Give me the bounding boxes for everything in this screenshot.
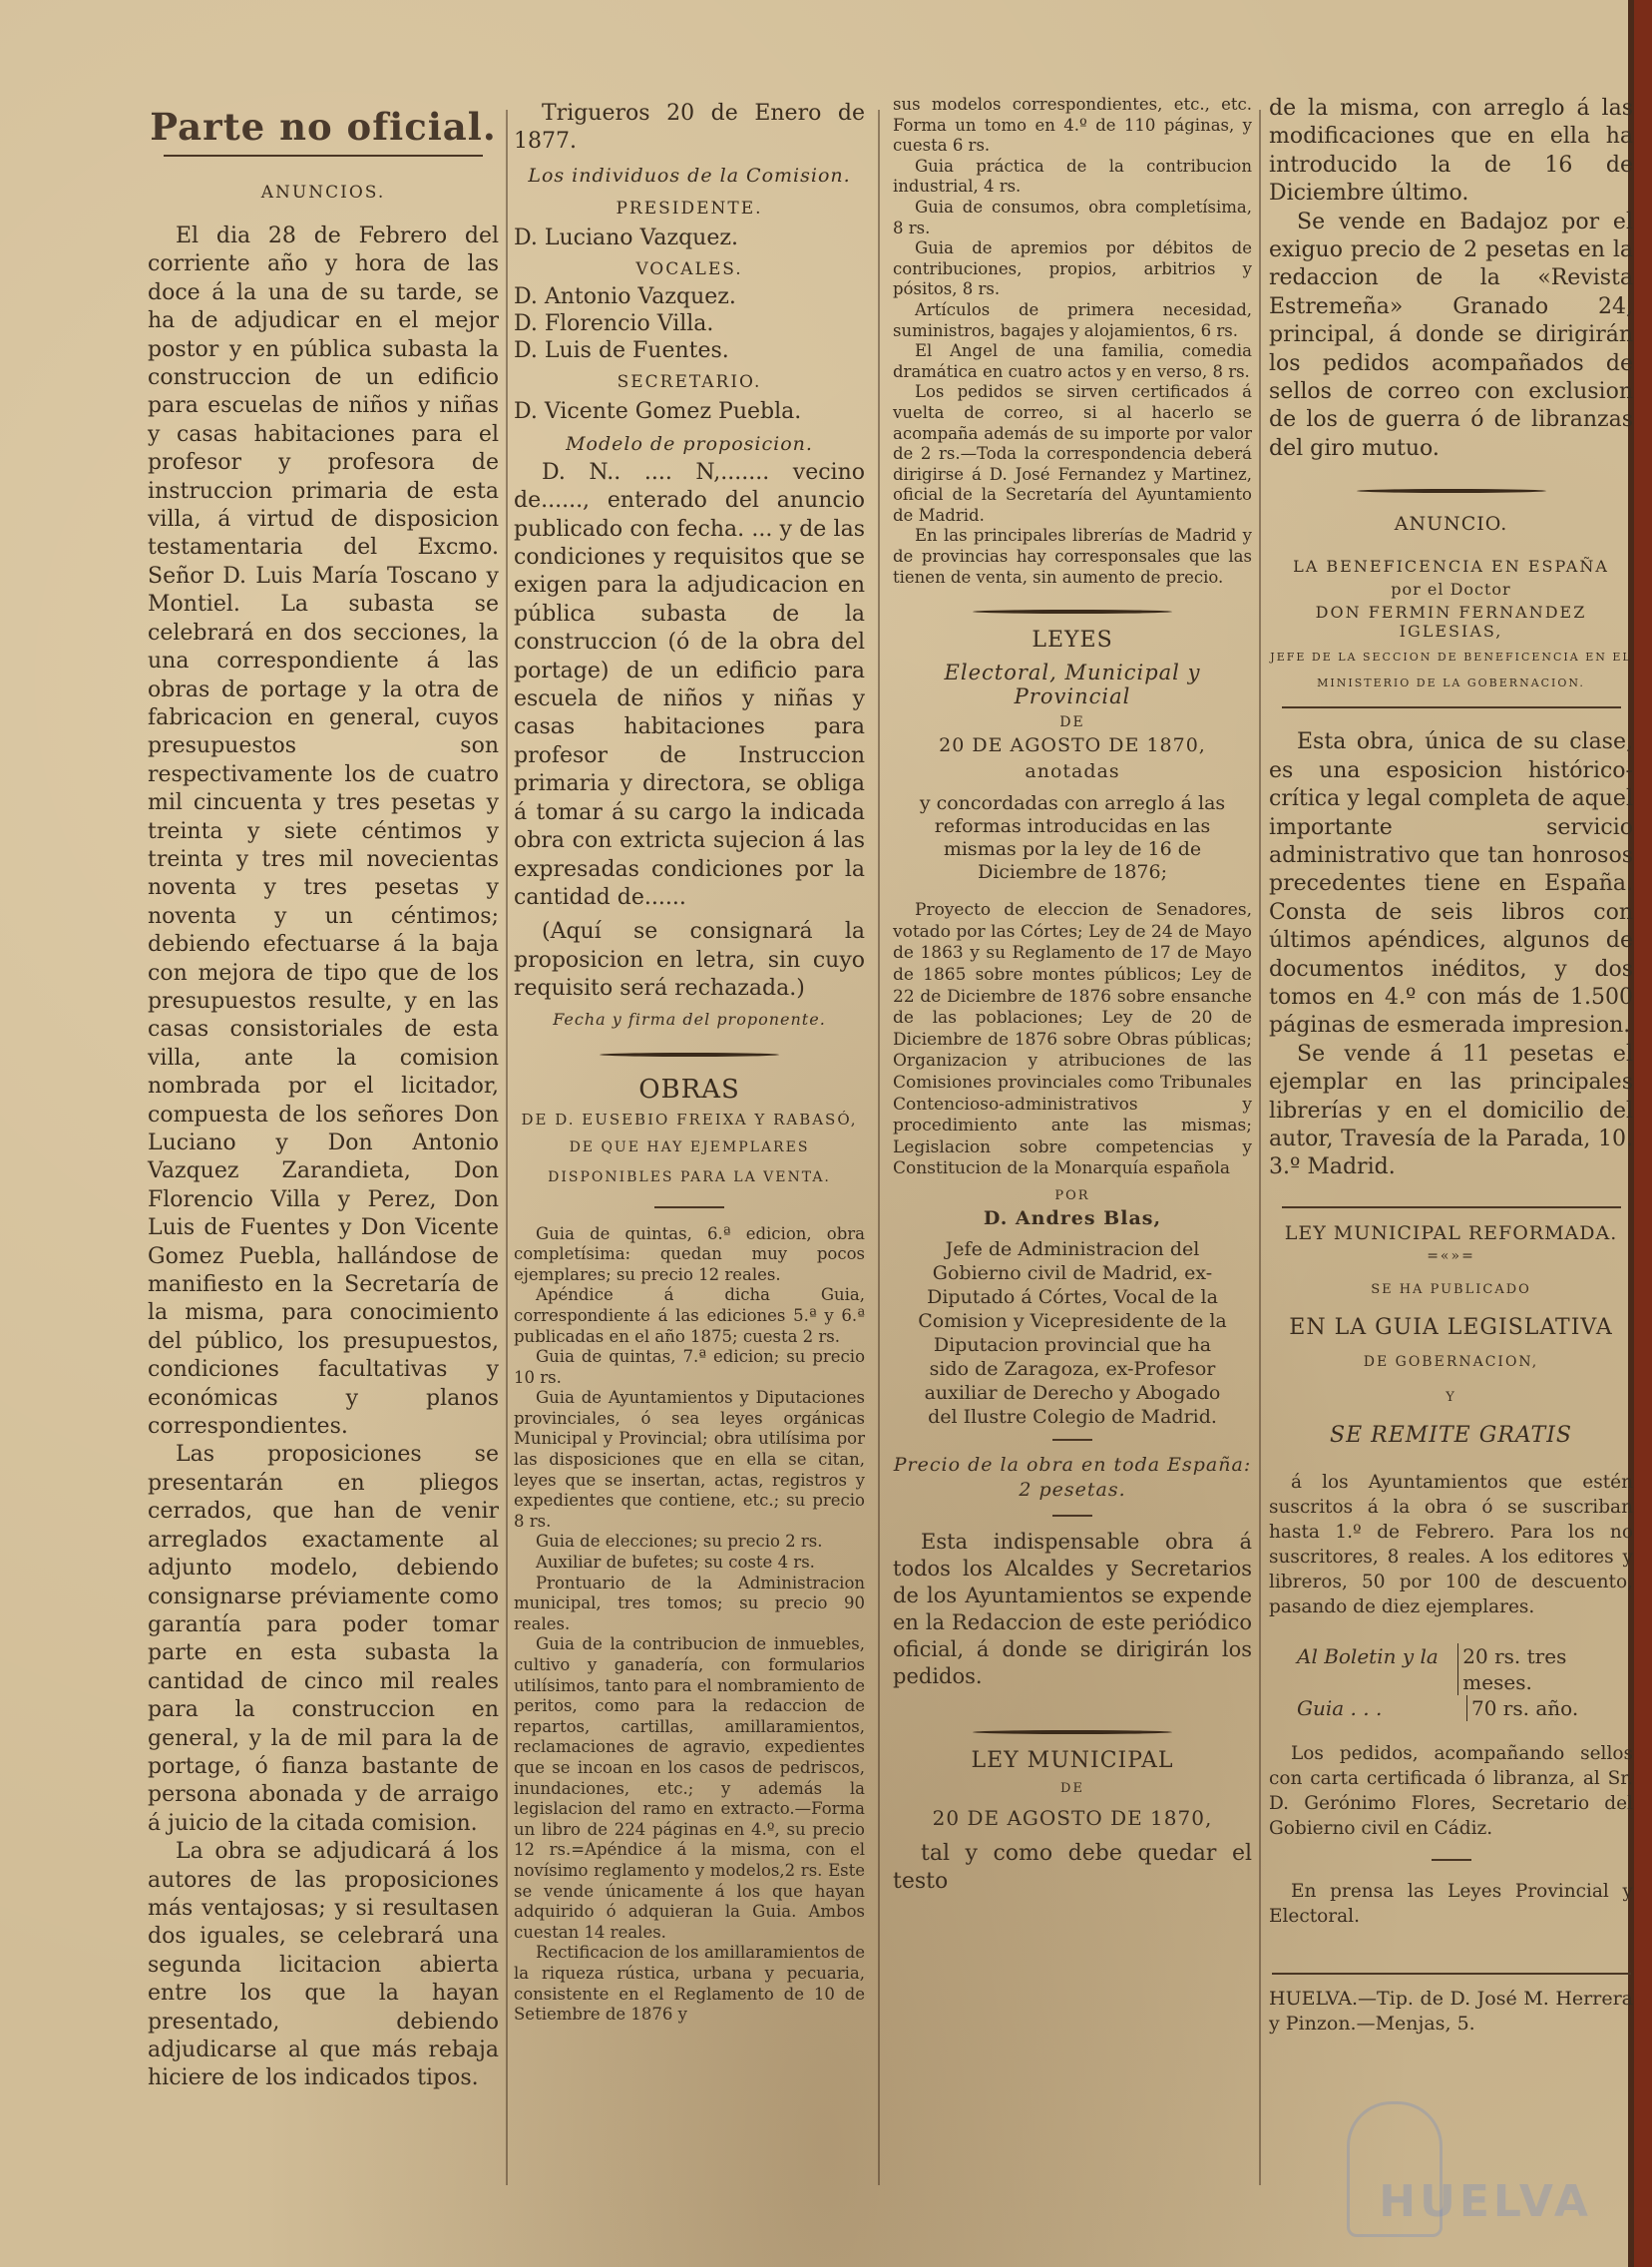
en-guia: EN LA GUIA LEGISLATIVA xyxy=(1289,1314,1613,1340)
obra-item: Guia práctica de la contribucion industrial, 4 rs. xyxy=(893,156,1252,197)
column-rule xyxy=(878,110,880,2185)
obras-subtitle: DE QUE HAY EJEMPLARES DISPONIBLES PARA LA VENTA. xyxy=(548,1138,831,1185)
beneficencia-cargo: JEFE DE LA SECCION DE BENEFICENCIA EN EL MINISTERIO DE LA GOBERNACION. xyxy=(1270,651,1632,690)
obra-item: El Angel de una familia, comedia dramática en cuatro actos y en verso, 8 rs. xyxy=(893,341,1252,381)
obras-title: OBRAS xyxy=(638,1074,740,1105)
anuncio-paragraph: Las proposiciones se presentarán en pliegos cerrados, que han de venir arreglados exactamente al adjunto modelo, debiendo consignarse préviamente como garantía para poder tomar parte en esta subasta la cantidad de cinco mil reales para la construccion en general, y la de mil para la de portage, ó fianza bastante de persona abonada y de arraigo á juicio de la citada comision. xyxy=(148,1442,499,1836)
obra-item: Apéndice á dicha Guia, correspondiente á las ediciones 5.ª y 6.ª publicadas en el año 1875; cuesta 2 rs. xyxy=(514,1285,865,1346)
vocales-label: VOCALES. xyxy=(635,258,743,279)
obra-item: Guia de quintas, 7.ª edicion; su precio 10 rs. xyxy=(514,1347,865,1387)
fecha-firma: Fecha y firma del proponente. xyxy=(553,1009,826,1029)
beneficencia-sale: Se vende á 11 pesetas el ejemplar en las principales librerías y en el domicilio del autor, Travesía de la Parada, 10. 3.º Madrid. xyxy=(1269,1041,1633,1180)
obra-item: Auxiliar de bufetes; su coste 4 rs. xyxy=(536,1553,815,1573)
badajoz-text: Se vende en Badajoz por el exiguo precio de 2 pesetas en la redaccion de la «Revista Estremeña» Granado 24, principal, á donde se dirigirán los pedidos acompañados de sellos de correo con exclusion de los de guerra ó de libranzas del giro mutuo. xyxy=(1269,209,1633,461)
presidente-label: PRESIDENTE. xyxy=(616,198,763,219)
ayuntamientos-text: á los Ayuntamientos que estén suscritos á la obra ó se suscriban hasta 1.º de Febrero. Para los no suscritores, 8 reales. A los editores y libreros, 50 por 100 de descuento, pasando de diez ejemplares. xyxy=(1269,1471,1633,1617)
anuncio-paragraph: La obra se adjudicará á los autores de las proposiciones más ventajosas; y si resultasen dos iguales, se celebrará una segunda licitacion abierta entre los que la hayan presentado, debiendo adjudicarse al que más rebaja hiciere de los indicados tipos. xyxy=(148,1839,499,2091)
obra-item: En las principales librerías de Madrid y de provincias hay corresponsales que las tienen de venta, sin aumento de precio. xyxy=(893,526,1252,587)
pedidos-text: Los pedidos, acompañando sellos con carta certificada ó libranza, al Sr. D. Gerónimo Flores, Secretario del Gobierno civil en Cádiz. xyxy=(1269,1742,1633,1839)
obra-item: Rectificacion de los amillaramientos de la riqueza rústica, urbana y pecuaria, consistente en el Reglamento de 10 de Setiembre de 1876 y xyxy=(514,1943,865,2025)
ornament-rule xyxy=(973,610,1172,614)
author-description: Jefe de Administracion del Gobierno civil de Madrid, ex-Diputado á Córtes, Vocal de la Comision y Vicepresidente de la Diputacion provincial que ha sido de Zaragoza, ex-Profesor auxiliar de Derecho y Abogado del Ilustre Colegio de Madrid. xyxy=(918,1237,1227,1428)
vocal-name: D. Luis de Fuentes. xyxy=(514,337,729,363)
remite-gratis: SE REMITE GRATIS xyxy=(1330,1422,1572,1448)
obra-item: Guia de elecciones; su precio 2 rs. xyxy=(536,1532,823,1552)
obra-item: Prontuario de la Administracion municipal, tres tomos; su precio 90 reales. xyxy=(514,1573,865,1633)
divider xyxy=(1052,1515,1092,1517)
obra-item: sus modelos correspondientes, etc., etc. Forma un tomo en 4.º de 110 páginas, y cuesta 6 rs. xyxy=(893,95,1252,156)
leyes-concordadas: y concordadas con arreglo á las reformas introducidas en las mismas por la ley de 16 de Diciembre de 1876; xyxy=(919,792,1226,884)
secretario-name: D. Vicente Gomez Puebla. xyxy=(514,398,802,424)
beneficencia-title: LA BENEFICENCIA EN ESPAÑA xyxy=(1293,557,1609,577)
obra-item: Guia de la contribucion de inmuebles, cultivo y ganadería, con formularios utilísimos, tanto para el nombramiento de peritos, como para la redaccion de repartos, cartillas, amillaramientos, reclamaciones de agravio, expedientes que se incoan en los casos de pedriscos, inundaciones, etc.; y además la legislacion del ramo en extracto.—Forma un libro de 224 páginas en 4.º, su precio 12 rs.=Apéndice á la misma, con el novísimo reglamento y modelos,2 rs. Este se vende únicamente á los que hayan adquirido ó adquieran la Guia. Ambos cuestan 14 reales. xyxy=(514,1634,865,1942)
price-value: 20 rs. tres meses. xyxy=(1457,1643,1633,1695)
obra-item: Guia de Ayuntamientos y Diputaciones provinciales, ó sea leyes orgánicas Municipal y Provincial; obra utilísima por las disposiciones que en ella se citan, leyes que se insertan, actas, registros y expedientes que contiene, etc.; su precio 8 rs. xyxy=(514,1388,865,1531)
watermark: HUELVA xyxy=(1379,2176,1592,2227)
section-title: Parte no oficial. xyxy=(150,105,497,149)
por-label: POR xyxy=(1054,1187,1090,1203)
obra-item: Los pedidos se sirven certificados á vuelta de correo, si al hacerlo se acompaña además de su importe por valor de 2 rs.—Toda la correspondencia deberá dirigirse á D. José Fernandez y Martinez, oficial de la Secretaría del Ayuntamiento de Madrid. xyxy=(893,382,1252,525)
divider xyxy=(1282,706,1621,708)
obra-item: Guia de apremios por débitos de contribuciones, propios, arbitrios y pósitos, 8 rs. xyxy=(893,238,1252,299)
price-label: Al Boletin y la xyxy=(1297,1643,1439,1668)
de-gobernacion: DE GOBERNACION, xyxy=(1363,1353,1539,1370)
column-1 xyxy=(148,105,499,2093)
divider xyxy=(1272,1973,1631,1975)
modelo-text: D. N.. .... N,....... vecino de......, enterado del anuncio publicado con fecha. ... y de las condiciones y requisitos que se exigen para la adjudicacion en pública subasta de la construccion (ó de la obra del portage) de un edificio para escuela de niños y niñas y casas habitaciones para profesor de Instruccion primaria y directora, se obliga á tomar á su cargo la indicada obra con extricta sujecion á las expresadas condiciones por la cantidad de...... xyxy=(514,459,865,910)
indispensable-text: Esta indispensable obra á todos los Alcaldes y Secretarios de los Ayuntamientos se expende en la Redaccion de este periódico oficial, á donde se dirigirán los pedidos. xyxy=(893,1529,1252,1688)
divider xyxy=(654,1206,724,1208)
leyes-de: DE xyxy=(1059,714,1085,731)
ornament-rule xyxy=(1357,489,1546,493)
anuncio-paragraph: El dia 28 de Febrero del corriente año y hora de las doce á la una de su tarde, se ha de adjudicar en el mejor postor y en pública subasta la construccion de un edificio para escuelas de niños y niñas y casas habitaciones para el profesor y profesora de instruccion primaria de esta villa, á virtud de disposicion testamentaria del Excmo. Señor D. Luis María Toscano y Montiel. La subasta se celebrará en dos secciones, la una correspondiente á las obras de portage y la otra de fabricacion en general, cuyos presupuestos son respectivamente los de cuatro mil cincuenta y tres pesetas y treinta y siete céntimos y treinta y tres mil novecientas noventa y tres pesetas y noventa y un céntimos; debiendo efectuarse á la baja con mejora de tipo que de los presupuestos resulte, y en las casas consistoriales de esta villa, ante la comision nombrada por el licitador, compuesta de los señores Don Luciano y Don Antonio Vazquez Zarandieta, Don Florencio Villa y Perez, Don Luis de Fuentes y Don Vicente Gomez Puebla, hallándose de manifiesto en la Secretaría de la misma, para conocimiento del público, los presupuestos, condiciones facultativas y económicas y planos correspondientes. xyxy=(148,224,499,1440)
ley-date: 20 DE AGOSTO DE 1870, xyxy=(932,1805,1213,1830)
price-value: 70 rs. año. xyxy=(1466,1695,1578,1721)
obra-item: Guia de quintas, 6.ª edicion, obra completísima: quedan muy pocos ejemplares; su precio 12 reales. xyxy=(514,1223,865,1284)
vocal-name: D. Florencio Villa. xyxy=(514,310,714,336)
conjunction: Y xyxy=(1446,1389,1456,1405)
page-edge-binding xyxy=(1634,0,1652,2267)
obras-author: DE D. EUSEBIO FREIXA Y RABASÓ, xyxy=(521,1110,858,1129)
anuncio-heading: ANUNCIO. xyxy=(1394,513,1508,536)
ley-municipal-title: LEY MUNICIPAL xyxy=(971,1747,1174,1773)
prensa-text: En prensa las Leyes Provincial y Electoral. xyxy=(1269,1880,1633,1927)
imprint: HUELVA.—Tip. de D. José M. Herrera y Pinzon.—Menjas, 5. xyxy=(1269,1987,1633,2035)
beneficencia-text: Esta obra, única de su clase, es una esposicion histórico-crítica y legal completa de aquel importante servicio administrativo que tan honrosos precedentes tiene en España. Consta de seis libros con últimos apéndices, algunos de documentos inéditos, y dos tomos en 4.º con más de 1.500 páginas de esmerada impresion. xyxy=(1269,729,1633,1039)
column-4 xyxy=(1269,95,1633,2037)
beneficencia-por: por el Doctor xyxy=(1391,580,1511,600)
leyes-title: LEYES xyxy=(1032,628,1113,654)
price-label: Guia . . . xyxy=(1297,1695,1383,1720)
column-3 xyxy=(893,95,1252,1897)
leyes-date: 20 DE AGOSTO DE 1870, xyxy=(939,734,1206,757)
divider xyxy=(164,155,483,157)
ornament-rule xyxy=(973,1730,1172,1734)
price-line: Precio de la obra en toda España: 2 pesetas. xyxy=(893,1453,1252,1501)
beneficencia-author: DON FERMIN FERNANDEZ IGLESIAS, xyxy=(1315,603,1587,642)
ornament-rule xyxy=(600,1053,779,1057)
commission-label: Los individuos de la Comision. xyxy=(528,164,851,187)
divider xyxy=(1052,1439,1092,1441)
leyes-anotadas: anotadas xyxy=(1025,760,1120,783)
leyes-proyecto: Proyecto de eleccion de Senadores, votado por las Córtes; Ley de 24 de Mayo de 1863 y su Reglamento de 17 de Mayo de 1865 sobre montes públicos; Ley de 22 de Diciembre de 1876 sobre ensanche de las poblaciones; Ley de 20 de Diciembre de 1876 sobre Obras públicas; Organizacion y atribuciones de las Comisiones provinciales como Tribunales Contencioso-administrativos y procedimiento ante las mismas; Legislacion sobre competencias y Constitucion de la Monarquía española xyxy=(893,900,1252,1179)
author-name: D. Andres Blas, xyxy=(983,1206,1162,1229)
column-rule xyxy=(1259,110,1261,2185)
presidente-name: D. Luciano Vazquez. xyxy=(514,225,738,250)
price-row xyxy=(1297,1643,1633,1695)
ornament-text: =«»= xyxy=(1427,1247,1475,1264)
se-ha-publicado: SE HA PUBLICADO xyxy=(1371,1281,1531,1297)
secretario-label: SECRETARIO. xyxy=(617,371,762,392)
modelo-title: Modelo de proposicion. xyxy=(566,432,813,455)
ley-reformada-title: LEY MUNICIPAL REFORMADA. xyxy=(1284,1221,1618,1244)
date-line: Trigueros 20 de Enero de 1877. xyxy=(514,101,865,155)
divider xyxy=(1282,1206,1621,1208)
column-2 xyxy=(514,100,865,2026)
obra-item: Artículos de primera necesidad, suministros, bagajes y alojamientos, 6 rs. xyxy=(893,299,1252,340)
leyes-subtitle: Electoral, Municipal y Provincial xyxy=(944,661,1201,709)
modelo-note: (Aquí se consignará la proposicion en letra, sin cuyo requisito será rechazada.) xyxy=(514,919,865,1002)
ley-tail: tal y como debe quedar el testo xyxy=(893,1840,1252,1895)
obra-item: Guia de consumos, obra completísima, 8 rs. xyxy=(893,197,1252,237)
divider xyxy=(1432,1859,1471,1861)
ley-de: DE xyxy=(1060,1780,1084,1796)
continuation-text: de la misma, con arreglo á las modificaciones que en ella ha introducido la de 16 de Diciembre último. xyxy=(1269,96,1633,207)
column-rule xyxy=(506,110,508,2185)
vocal-name: D. Antonio Vazquez. xyxy=(514,283,736,309)
price-row xyxy=(1297,1695,1633,1721)
anuncios-heading: ANUNCIOS. xyxy=(260,183,386,203)
